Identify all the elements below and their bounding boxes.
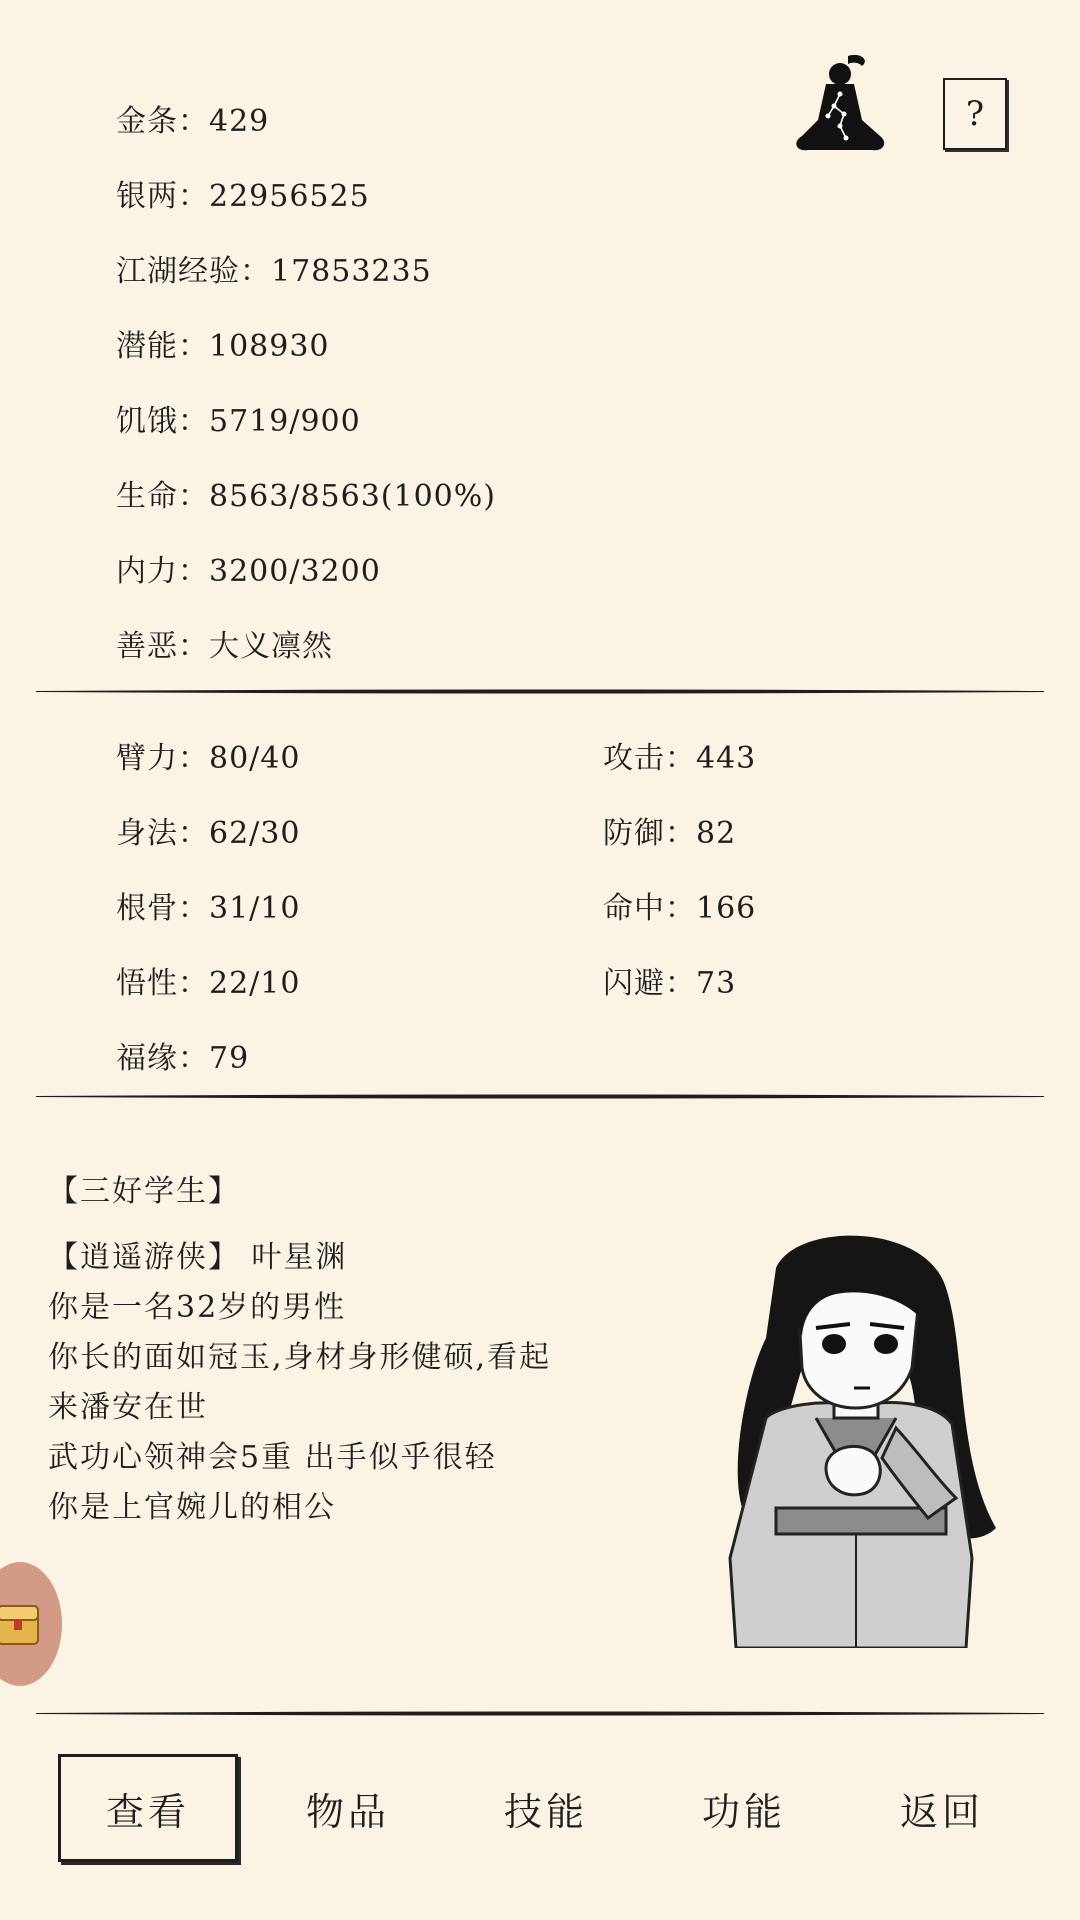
bio-line: 来潘安在世 — [48, 1390, 208, 1425]
stat-potential: 潜能：108930 — [116, 329, 330, 364]
stat-gold: 金条：429 — [116, 104, 270, 139]
stat-evasion: 闪避：73 — [603, 966, 737, 1001]
meditating-master-icon[interactable] — [788, 50, 894, 164]
tab-back[interactable] — [852, 1754, 1032, 1862]
divider-middle — [36, 1093, 1044, 1098]
stat-strength: 臂力：80/40 — [116, 741, 301, 776]
stat-agility: 身法：62/30 — [116, 816, 301, 851]
bio-title-1: 【三好学生】 — [48, 1174, 240, 1209]
bio-line: 武功心领神会5重 出手似乎很轻 — [48, 1440, 497, 1475]
treasure-chest-button[interactable] — [0, 1562, 62, 1686]
tab-items[interactable] — [258, 1754, 438, 1862]
tab-functions[interactable] — [654, 1754, 834, 1862]
stat-morality: 善恶：大义凛然 — [116, 629, 333, 664]
stat-constitution: 根骨：31/10 — [116, 891, 301, 926]
stat-life: 生命：8563/8563(100%) — [116, 479, 496, 514]
stat-defense: 防御：82 — [603, 816, 737, 851]
divider-bottom — [36, 1710, 1044, 1715]
stat-silver: 银两：22956525 — [116, 179, 370, 214]
character-name: 叶星渊 — [251, 1240, 348, 1275]
bio-line: 你是一名32岁的男性 — [48, 1290, 347, 1325]
tab-functions-label: 功能 — [701, 1789, 786, 1834]
tab-view[interactable] — [58, 1754, 238, 1862]
bio-line: 你是上官婉儿的相公 — [48, 1490, 336, 1525]
help-button[interactable] — [943, 78, 1007, 150]
tab-view-label: 查看 — [105, 1789, 190, 1834]
tab-items-label: 物品 — [305, 1789, 390, 1834]
character-portrait — [706, 1228, 1002, 1652]
tab-back-label: 返回 — [899, 1789, 984, 1834]
stat-experience: 江湖经验：17853235 — [116, 254, 432, 289]
bio-title-2: 【逍遥游侠】 叶星渊 — [48, 1240, 348, 1275]
stat-fortune: 福缘：79 — [116, 1041, 250, 1076]
tab-skills[interactable] — [456, 1754, 636, 1862]
help-button-label: ? — [965, 94, 985, 134]
stat-attack: 攻击：443 — [603, 741, 757, 776]
stat-hunger: 饥饿：5719/900 — [116, 404, 361, 439]
tab-skills-label: 技能 — [503, 1789, 588, 1834]
stat-accuracy: 命中：166 — [603, 891, 757, 926]
treasure-chest-icon — [0, 1562, 62, 1686]
bio-line: 你长的面如冠玉,身材身形健硕,看起 — [48, 1340, 552, 1375]
stat-inner-power: 内力：3200/3200 — [116, 554, 381, 589]
divider-top — [36, 688, 1044, 693]
stat-comprehension: 悟性：22/10 — [116, 966, 301, 1001]
